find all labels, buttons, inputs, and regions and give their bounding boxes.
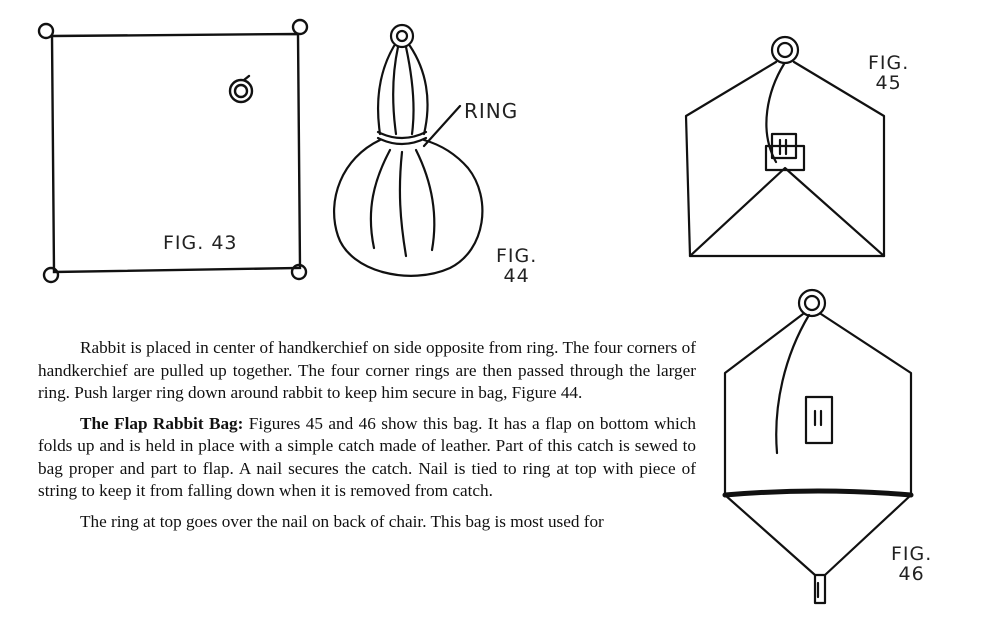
paragraph-2-heading: The Flap Rabbit Bag: (80, 413, 244, 433)
figure-46 (715, 285, 933, 615)
tied-bag-illustration (320, 10, 520, 290)
fig-44-label (496, 246, 537, 286)
fig-46-label-line1: FIG. (891, 543, 933, 565)
figure-45 (680, 30, 910, 265)
flap-bag-closed-illustration (680, 30, 890, 265)
paragraph-2-body: Figures 45 and 46 show this bag. It has a flap on bottom which folds up and is held in place with a simple catch made of leather. Part of this catch is sewed to bag proper and part to flap. A nail secures the catch. Nail is tied to ring at top with piece of string to keep it from falling down when it is removed from catch. (38, 413, 697, 500)
body-text (38, 337, 696, 541)
figure-43 (30, 10, 320, 285)
paragraph-2 (38, 413, 696, 503)
flap-bag-open-illustration (715, 285, 920, 615)
figure-44 (320, 10, 538, 290)
fig-45-label (868, 53, 909, 93)
paragraph-3: The ring at top goes over the nail on back of chair. This bag is most used for (80, 511, 604, 531)
fig-44-label-line1: FIG. (496, 245, 538, 267)
fig-45-label-line2: 45 (875, 72, 902, 94)
fig-46-label-line2: 46 (898, 563, 925, 585)
ring-callout-label: RING (464, 99, 519, 123)
fig-46-label (891, 544, 932, 584)
fig-45-label-line1: FIG. (868, 52, 910, 74)
fig-44-label-line2: 44 (503, 265, 530, 287)
paragraph-1: Rabbit is placed in center of handkerchief on side opposite from ring. The four corners of handkerchief are pulled up together. The four corner rings are then passed through the larger ring. Push larger ring down around rabbit to keep him secure in bag, Figure 44. (38, 338, 696, 402)
fig-43-label: FIG. 43 (163, 232, 238, 254)
